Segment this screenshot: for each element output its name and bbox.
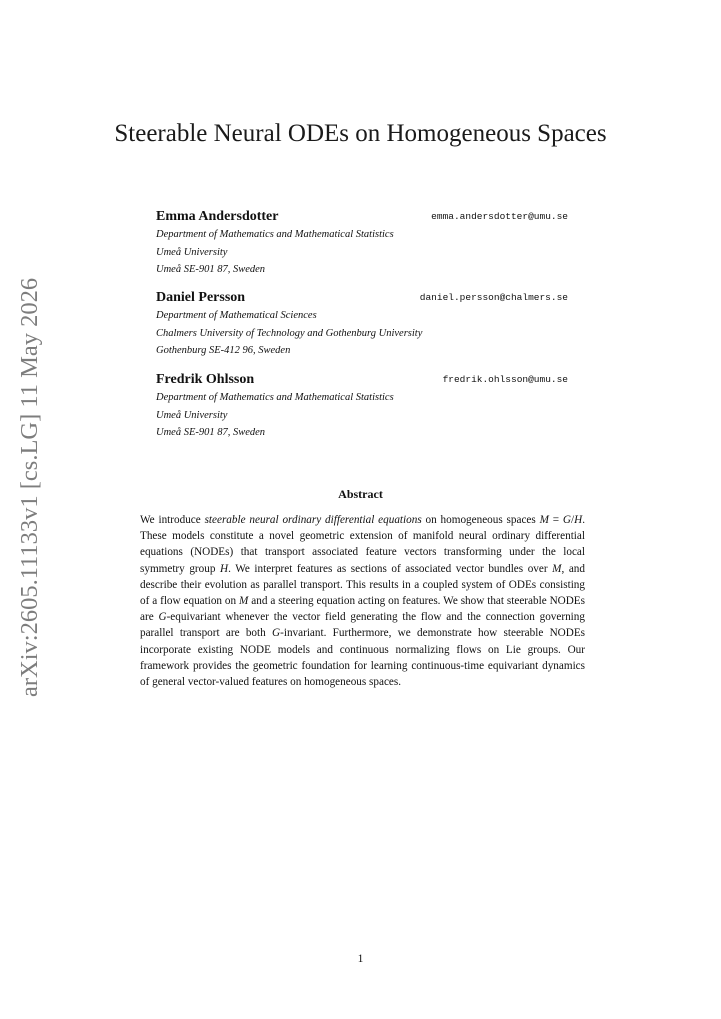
author-name: Daniel Persson [156,290,246,305]
abstract-heading: Abstract [338,487,383,501]
abstract-segment: G [158,611,167,624]
author-email: fredrik.ohlsson@umu.se [442,374,568,385]
abstract-segment: -invariant. Furthermore, we demonstrate how steerable NODEs incorporate existing NODE models and continuous normalizing flows on Lie groups. Our framework provides the geometric foundation for learning continuous-time equivariant dynamics of general vector-valued features on homogeneous spaces. [140,627,586,689]
author-affiliation-line: Gothenburg SE-412 96, Sweden [156,345,291,356]
abstract-segment: G [272,627,281,640]
author-block [156,290,568,360]
author-affiliation-line: Umeå University [156,246,228,258]
abstract-text [140,512,585,690]
abstract-segment: , and describe their evolution as parallel transport. This results in a coupled system of ODEs consisting of a flow equation on [140,562,585,608]
author-email: daniel.persson@chalmers.se [419,292,568,303]
author-affiliation-line: Department of Mathematical Sciences [156,310,317,321]
author-affiliation-line: Umeå SE-901 87, Sweden [156,427,266,438]
author-affiliation-line: Umeå SE-901 87, Sweden [156,264,266,275]
abstract-segment: / [571,514,575,526]
author-affiliation-line: Department of Mathematics and Mathematical Statistics [156,229,394,240]
author-email: emma.andersdotter@umu.se [431,211,568,222]
author-block [156,209,568,279]
abstract-segment: G [562,514,571,526]
author-name: Emma Andersdotter [156,209,279,224]
abstract-segment: We introduce [140,514,205,526]
abstract-segment: M [539,514,549,526]
abstract-segment: and a steering equation acting on features. We show that steerable NODEs are [140,595,585,624]
abstract-segment: . These models constitute a novel geometric extension of manifold neural ordinary differential equations (NODEs) that transport associated feature vectors transforming under the local symmetry group [140,514,585,575]
paper-title: Steerable Neural ODEs on Homogeneous Spaces [114,120,607,147]
author-block [156,372,568,442]
abstract-segment: = [548,514,563,526]
abstract-segment: M [552,562,562,575]
abstract-segment: -equivariant whenever the vector field generating the flow and the connection governing parallel transport are both [140,611,585,640]
author-affiliation-line: Umeå University [156,409,228,421]
abstract-segment: on homogeneous spaces [421,514,540,526]
abstract-segment: steerable neural ordinary differential equations [204,514,422,526]
abstract-segment: . We interpret features as sections of associated vector bundles over [228,562,553,575]
author-name: Fredrik Ohlsson [156,372,255,387]
author-affiliation-line: Chalmers University of Technology and Gothenburg University [156,327,423,339]
page-number: 1 [357,953,364,965]
abstract-segment: H [574,514,583,526]
arxiv-identifier: arXiv:2605.11133v1 [cs.LG] 11 May 2026 [16,277,43,697]
abstract-segment: M [239,595,249,608]
abstract-segment: H [219,562,229,575]
author-affiliation-line: Department of Mathematics and Mathematical Statistics [156,392,394,403]
